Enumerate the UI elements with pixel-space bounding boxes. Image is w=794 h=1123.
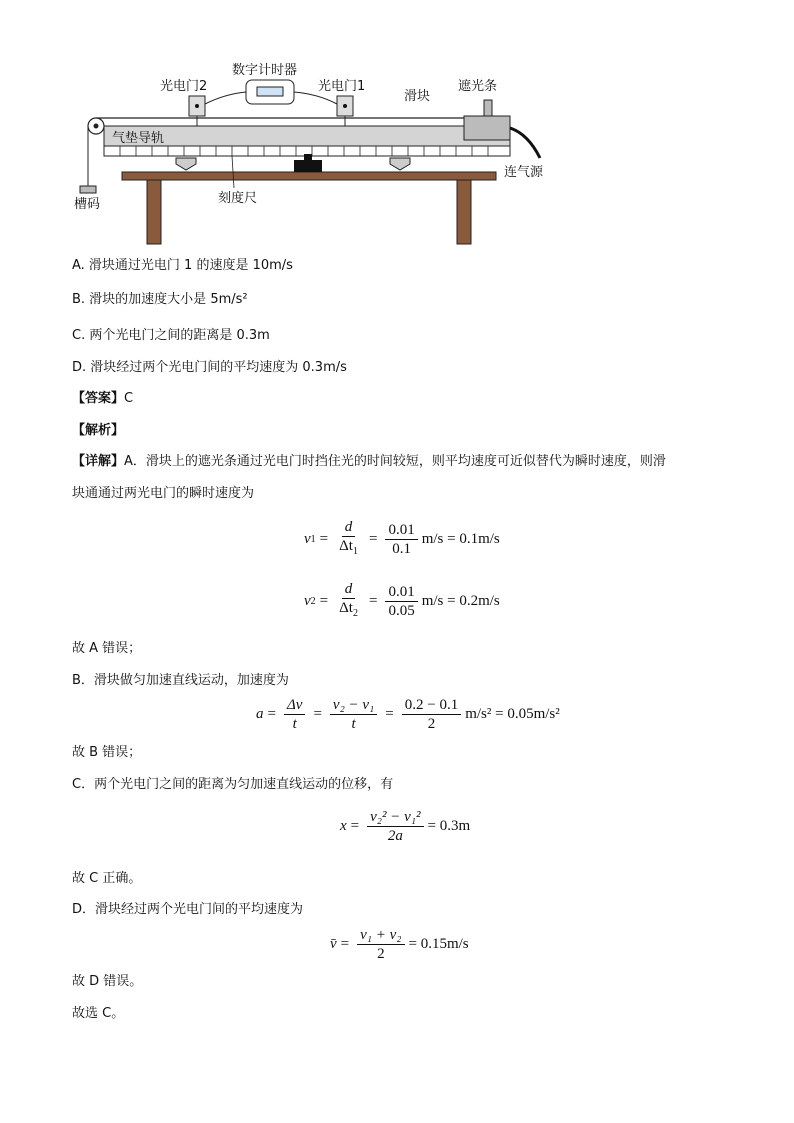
b-wrong: 故 B 错误；	[72, 745, 142, 760]
d-wrong: 故 D 错误。	[72, 974, 143, 989]
option-b: B. 滑块的加速度大小是 5m/s²	[72, 292, 248, 307]
table-leg-left	[147, 180, 161, 244]
center-block	[294, 160, 322, 172]
b-intro: B．滑块做匀加速直线运动，加速度为	[72, 673, 289, 688]
air-hose	[510, 128, 540, 158]
detail-text-1: A．滑块上的遮光条通过光电门时挡住光的时间较短，则平均速度可近似替代为瞬时速度，则滑	[124, 454, 666, 469]
analysis-line	[72, 422, 124, 440]
c-right: 故 C 正确。	[72, 871, 142, 886]
answer-line	[72, 390, 133, 408]
d-intro: D．滑块经过两个光电门间的平均速度为	[72, 902, 304, 917]
label-weight: 槽码	[74, 197, 101, 212]
air-track-apparatus	[0, 0, 794, 260]
a-wrong: 故 A 错误；	[72, 641, 142, 656]
answer-tag: 【答案】	[72, 391, 125, 406]
detail-tag: 【详解】	[72, 454, 125, 469]
table-leg-right	[457, 180, 471, 244]
answer-value: C	[124, 391, 134, 406]
option-c: C. 两个光电门之间的距离是 0.3m	[72, 328, 270, 343]
formula-x: x = $\frac{\text{v₂² − v₁²}}{2a}$ = 0.3m	[340, 809, 471, 844]
table-top	[122, 172, 496, 180]
support-right	[390, 158, 410, 170]
timer-display	[257, 87, 283, 96]
label-gate1: 光电门1	[318, 79, 366, 94]
label-gate2: 光电门2	[160, 79, 208, 94]
label-scale: 刻度尺	[218, 191, 258, 206]
air-track	[104, 126, 510, 146]
formula-a: a = $\frac{\Delta v}{t}$ = $\frac{\text{v₂ − v₁}}{t}$ = $\frac{0.2 - 0.1}{2}$ m/s² = 0.05m/s²	[256, 697, 560, 732]
detail-line-1	[72, 453, 666, 471]
option-d: D. 滑块经过两个光电门间的平均速度为 0.3m/s	[72, 360, 347, 375]
label-track: 气垫导轨	[112, 131, 165, 146]
formula-v1: v 1 = $\frac{d}{\Delta t_1}$ = $\frac{0.01}{0.1}$ m/s = 0.1m/s	[304, 519, 500, 557]
option-a: A. 滑块通过光电门 1 的速度是 10m/s	[72, 258, 293, 273]
formula-vbar: v̄ = $\frac{\text{v₁ + v₂}}{2}$ = 0.15m/s	[330, 927, 469, 962]
label-slider: 滑块	[404, 89, 431, 104]
support-left	[176, 158, 196, 170]
analysis-tag: 【解析】	[72, 423, 125, 438]
label-air: 连气源	[504, 165, 544, 180]
experiment-diagram	[0, 0, 794, 260]
final-answer: 故选 C。	[72, 1006, 125, 1021]
formula-v2: v 2 = $\frac{d}{\Delta t_2}$ = $\frac{0.01}{0.05}$ m/s = 0.2m/s	[304, 581, 500, 619]
label-shade: 遮光条	[458, 79, 498, 94]
weight-icon	[80, 186, 96, 193]
slider-block	[464, 116, 510, 140]
label-timer: 数字计时器	[232, 63, 298, 78]
shade-strip	[484, 100, 492, 116]
c-intro: C．两个光电门之间的距离为匀加速直线运动的位移，有	[72, 777, 394, 792]
detail-line-2: 块通通过两光电门的瞬时速度为	[72, 486, 255, 501]
